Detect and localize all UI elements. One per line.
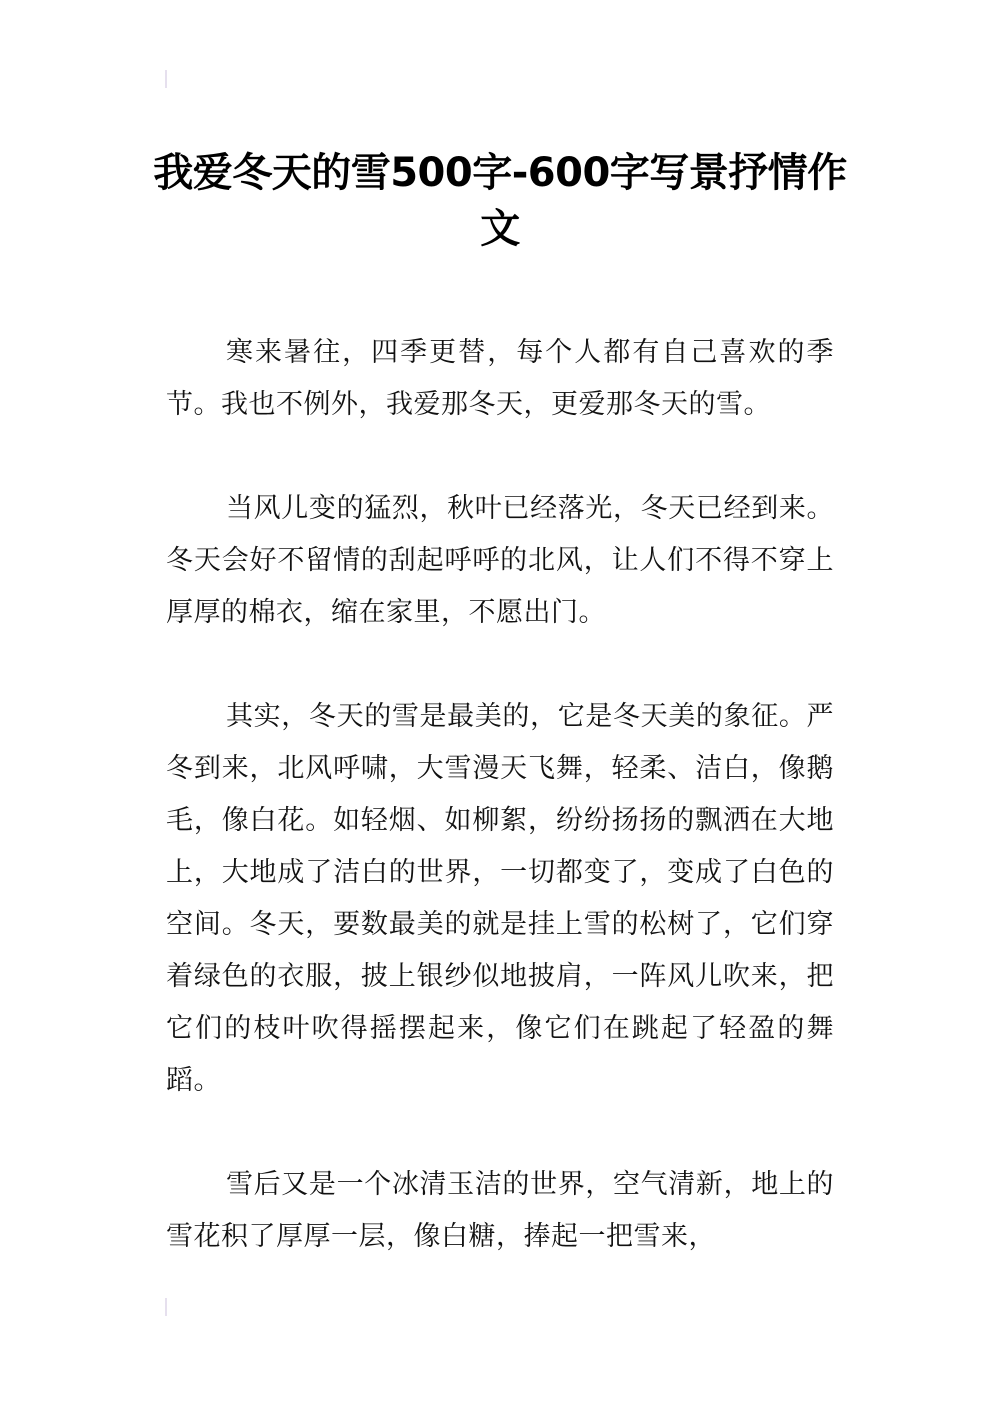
paragraph-4: 雪后又是一个冰清玉洁的世界，空气清新，地上的雪花积了厚厚一层，像白糖，捧起一把雪来， <box>166 1169 834 1252</box>
paragraph-2: 当风儿变的猛烈，秋叶已经落光，冬天已经到来。冬天会好不留情的刮起呼呼的北风，让人们不得不穿上厚厚的棉衣，缩在家里，不愿出门。 <box>166 493 834 628</box>
document-title: 我爱冬天的雪500字-600字写景抒情作文 <box>153 149 847 252</box>
paragraph-1: 寒来暑往，四季更替，每个人都有自己喜欢的季节。我也不例外，我爱那冬天，更爱那冬天的雪。 <box>166 337 834 420</box>
document-body <box>166 327 834 1315</box>
page-corner-mark-top <box>165 70 167 88</box>
page-corner-mark-bottom <box>165 1298 167 1316</box>
paragraph-3: 其实，冬天的雪是最美的，它是冬天美的象征。严冬到来，北风呼啸，大雪漫天飞舞，轻柔、洁白，像鹅毛，像白花。如轻烟、如柳絮，纷纷扬扬的飘洒在大地上，大地成了洁白的世界，一切都变了，变成了白色的空间。冬天，要数最美的就是挂上雪的松树了，它们穿着绿色的衣服，披上银纱似地披肩，一阵风儿吹来，把它们的枝叶吹得摇摆起来，像它们在跳起了轻盈的舞蹈。 <box>166 701 834 1096</box>
